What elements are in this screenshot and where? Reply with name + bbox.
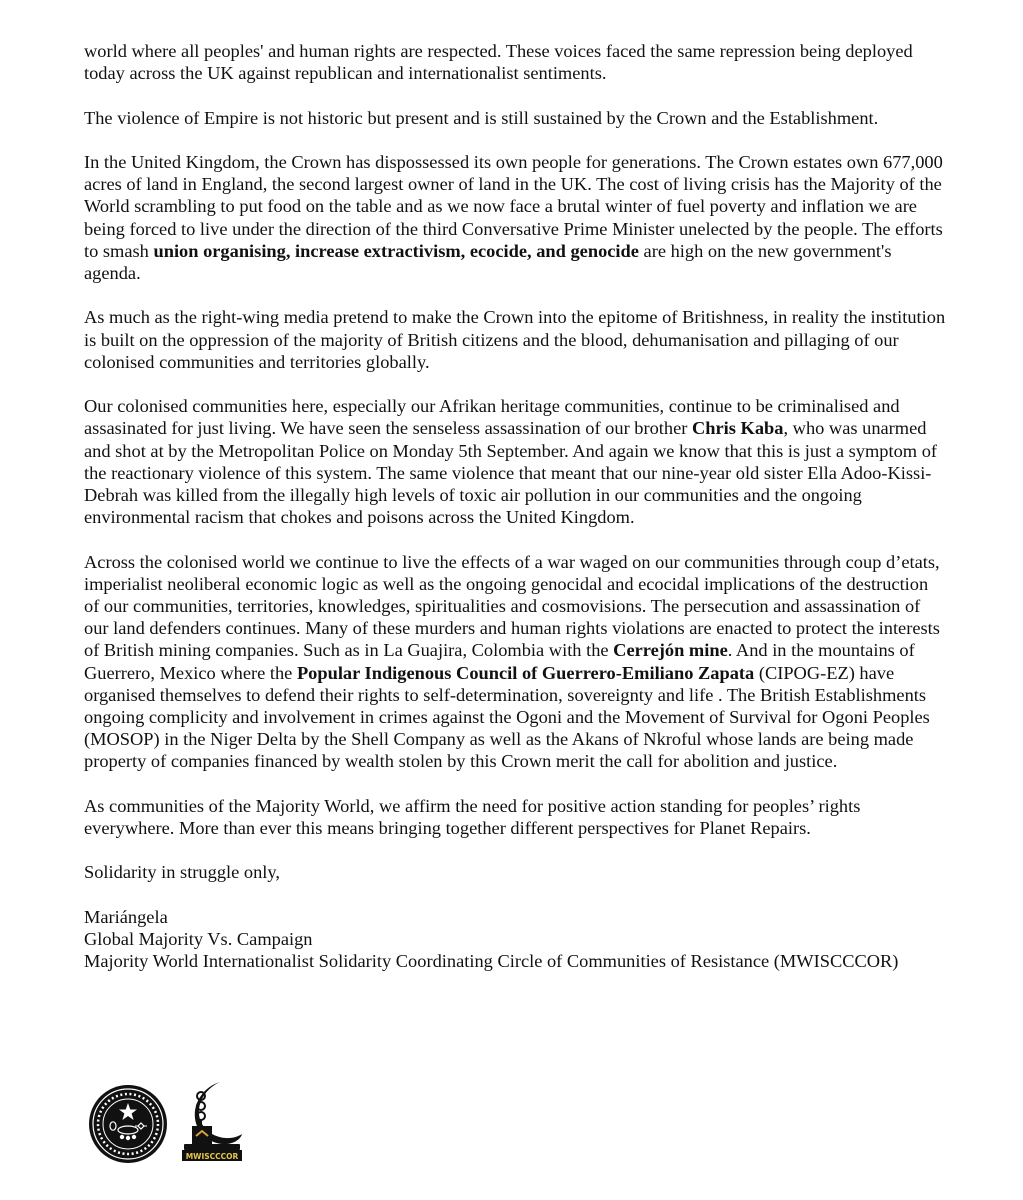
- paragraph-3: [84, 151, 946, 284]
- svg-text:MWISCCCOR: MWISCCCOR: [185, 1152, 239, 1161]
- paragraph-6: [84, 551, 946, 773]
- seal-logo-icon: [88, 1084, 168, 1164]
- cerrejon-mine-bold: Cerrejón mine: [613, 640, 728, 661]
- paragraph-6-b: . And in the mountains of Guerrero, Mexico where the: [84, 640, 915, 683]
- mwisccor-moon-logo-icon: [180, 1080, 244, 1162]
- cipog-bold: Popular Indigenous Council of Guerrero-Emiliano Zapata: [296, 662, 755, 683]
- paragraph-3-bold: union organising, increase extractivism, ecocide, and genocide: [153, 240, 639, 261]
- paragraph-5-a: Our colonised communities here, especially our Afrikan heritage communities, continue to be criminalised and assasinated for just living. We have seen the senseless assassination of our brother: [84, 396, 900, 439]
- paragraph-5: [84, 395, 946, 528]
- chris-kaba-bold: Chris Kaba: [692, 418, 784, 439]
- paragraph-1: world where all peoples' and human rights are respected. These voices faced the same repression being deployed today across the UK against republican and internationalist sentiments.: [84, 41, 913, 84]
- paragraph-6-c: (CIPOG-EZ) have organised themselves to defend their rights to self-determination, sovereignty and life . The British Establishments ongoing complicity and involvement in crimes against the Ogoni and the Movement of Survival for Ogoni Peoples (MOSOP) in the Niger Delta by the Shell Company as well as the Akans of Nkroful whose lands are being made property of companies financed by wealth stolen by this Crown merit the call for abolition and justice.: [84, 662, 930, 772]
- paragraph-2: The violence of Empire is not historic but present and is still sustained by the Crown and the Establishment.: [84, 107, 879, 128]
- paragraph-5-b: , who was unarmed and shot at by the Metropolitan Police on Monday 5th September. And again we know that this is just a symptom of the reactionary violence of this system. The same violence that meant that our nine-year old sister Ella Adoo-Kissi-Debrah was killed from the illegally high levels of toxic air pollution in our communities and the ongoing environmental racism that chokes and poisons across the United Kingdom.: [84, 418, 938, 528]
- closing-line: Solidarity in struggle only,: [84, 862, 280, 883]
- signature-campaign: Global Majority Vs. Campaign: [84, 929, 313, 949]
- paragraph-3-text: In the United Kingdom, the Crown has dispossessed its own people for generations. The Crown estates own 677,000 acres of land in England, the second largest owner of land in the UK. The cost of living crisis has the Majority of the World scrambling to put food on the table and as we now face a brutal winter of fuel poverty and inflation we are being forced to live under the direction of the third Conversative Prime Minister unelected by the people. The efforts to smash: [84, 151, 943, 261]
- logos-row: [88, 1080, 258, 1164]
- paragraph-6-a: Across the colonised world we continue to live the effects of a war waged on our communities through coup d’etats, imperialist neoliberal economic logic as well as the ongoing genocidal and ecocidal implications of the destruction of our communities, territories, knowledges, spiritualities and cosmovisions. The persecution and assassination of our land defenders continues. Many of these murders and human rights violations are enacted to protect the interests of British mining companies. Such as in La Guajira, Colombia with the: [84, 551, 940, 661]
- signature-organisation: Majority World Internationalist Solidarity Coordinating Circle of Communities of Resistance (MWISCCCOR): [84, 951, 899, 972]
- paragraph-3-end: are high on the new government's agenda.: [84, 240, 892, 283]
- signature-name: Mariángela: [84, 906, 168, 927]
- paragraph-7: As communities of the Majority World, we affirm the need for positive action standing for peoples’ rights everywhere. More than ever this means bringing together different perspectives for Planet Repairs.: [84, 795, 861, 839]
- letter-body: [84, 40, 946, 972]
- paragraph-4: As much as the right-wing media pretend to make the Crown into the epitome of Britishness, in reality the institution is built on the oppression of the majority of British citizens and the blood, dehumanisation and pillaging of our colonised communities and territories globally.: [84, 307, 946, 372]
